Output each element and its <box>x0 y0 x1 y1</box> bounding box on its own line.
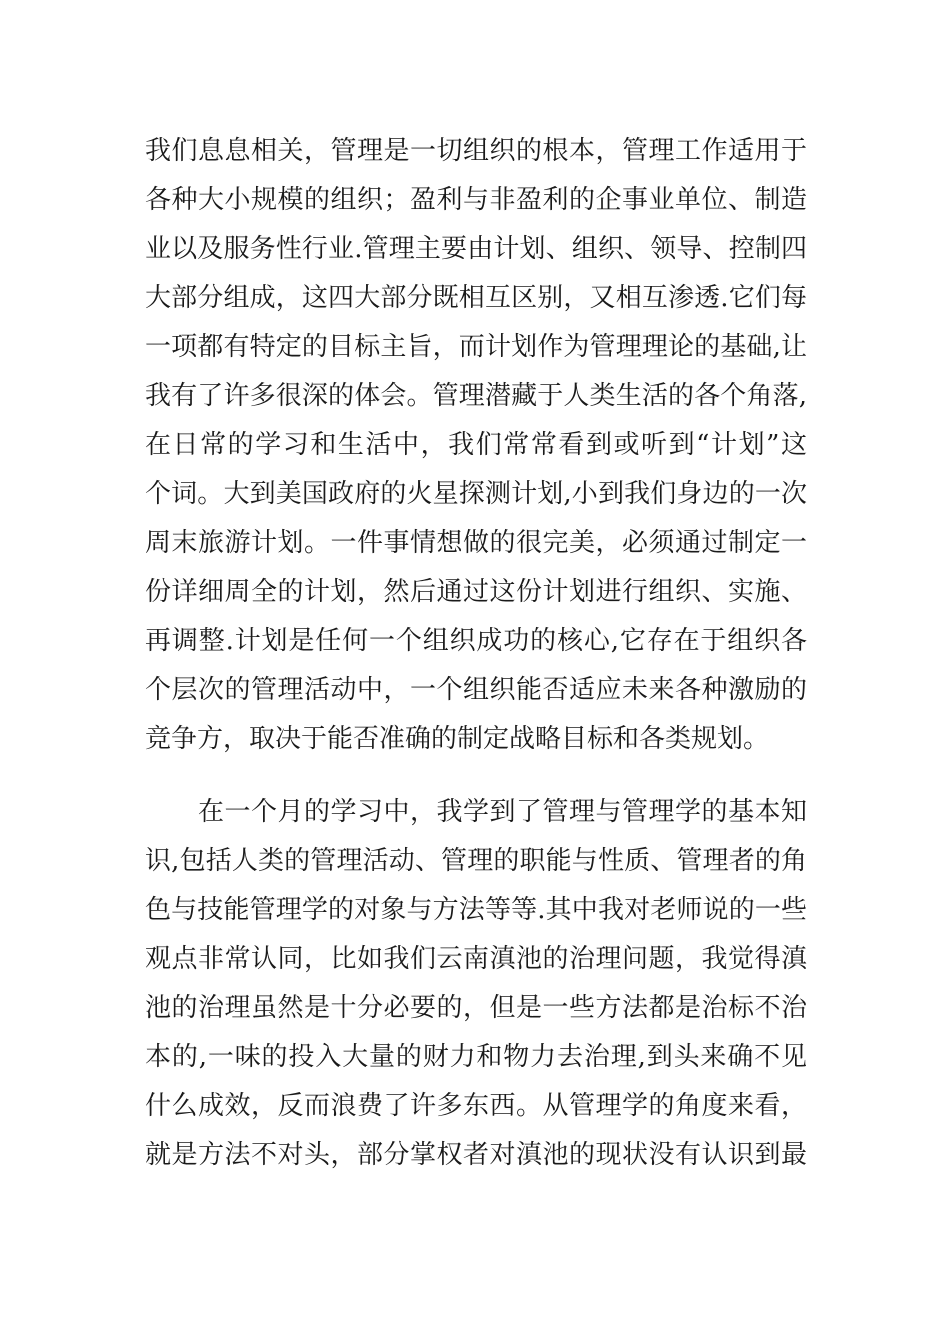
text-line: 周末旅游计划。一件事情想做的很完美，必须通过制定一 <box>145 528 807 558</box>
text-line: 再调整.计划是任何一个组织成功的核心,它存在于组织各 <box>145 626 807 656</box>
text-line: 个层次的管理活动中，一个组织能否适应未来各种激励的 <box>145 675 807 705</box>
text-line: 我们息息相关，管理是一切组织的根本，管理工作适用于 <box>145 136 807 166</box>
text-line: 池的治理虽然是十分必要的，但是一些方法都是治标不治 <box>145 993 807 1023</box>
text-line: 我有了许多很深的体会。管理潜藏于人类生活的各个角落, <box>145 381 807 411</box>
text-line: 业以及服务性行业.管理主要由计划、组织、领导、控制四 <box>145 234 807 264</box>
text-line: 什么成效，反而浪费了许多东西。从管理学的角度来看， <box>145 1091 807 1121</box>
text-line: 各种大小规模的组织；盈利与非盈利的企事业单位、制造 <box>145 185 807 215</box>
text-line: 就是方法不对头，部分掌权者对滇池的现状没有认识到最 <box>145 1140 807 1170</box>
text-line: 色与技能管理学的对象与方法等等.其中我对老师说的一些 <box>145 895 807 925</box>
text-line: 个词。大到美国政府的火星探测计划,小到我们身边的一次 <box>145 479 807 509</box>
text-line: 份详细周全的计划，然后通过这份计划进行组织、实施、 <box>145 577 807 607</box>
text-line: 在日常的学习和生活中，我们常常看到或听到“计划”这 <box>145 430 807 460</box>
text-line: 识,包括人类的管理活动、管理的职能与性质、管理者的角 <box>145 846 807 876</box>
text-line: 大部分组成，这四大部分既相互区别，又相互渗透.它们每 <box>145 283 807 313</box>
text-line: 竞争方，取决于能否准确的制定战略目标和各类规划。 <box>145 724 770 754</box>
text-line: 本的,一味的投入大量的财力和物力去治理,到头来确不见 <box>145 1042 807 1072</box>
text-line: 一项都有特定的目标主旨，而计划作为管理理论的基础,让 <box>145 332 807 362</box>
text-line: 在一个月的学习中，我学到了管理与管理学的基本知 <box>198 797 807 827</box>
text-line: 观点非常认同，比如我们云南滇池的治理问题，我觉得滇 <box>145 944 807 974</box>
